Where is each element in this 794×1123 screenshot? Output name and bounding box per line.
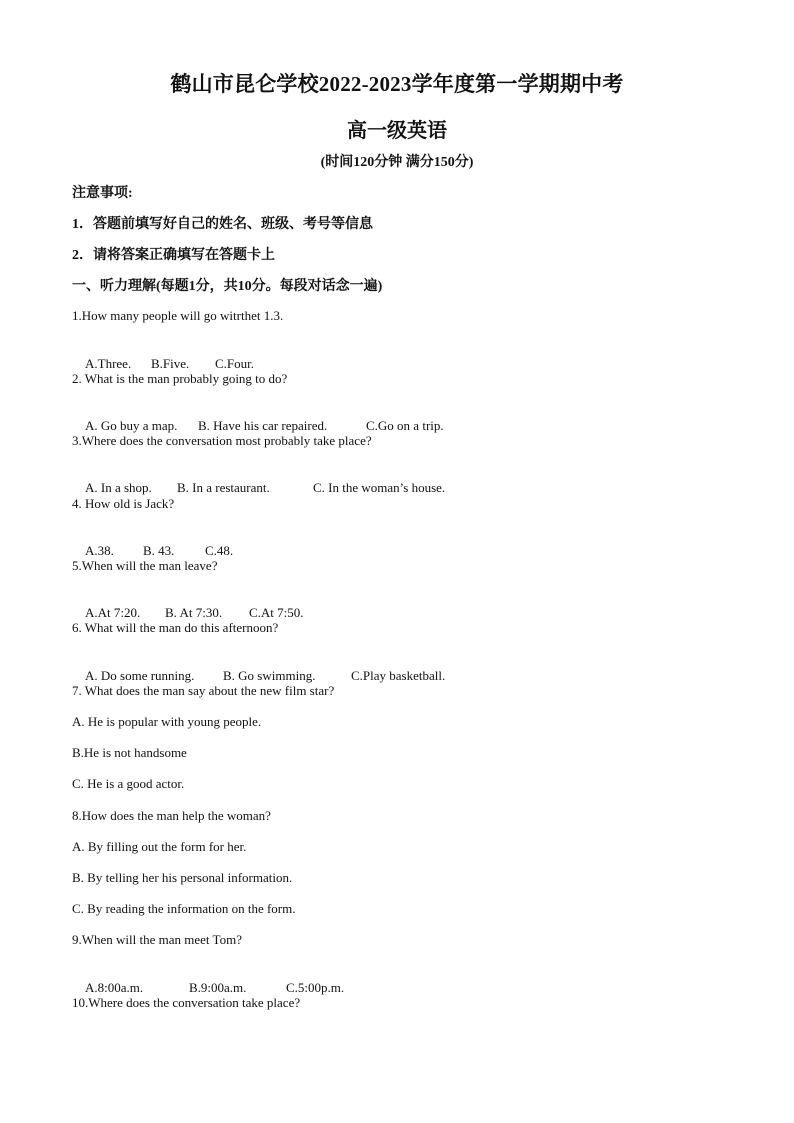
option-b: B. 43. xyxy=(143,543,175,558)
option-c: C. In the woman’s house. xyxy=(313,480,446,495)
question-2: 2. What is the man probably going to do? xyxy=(72,371,288,386)
option-a: A.8:00a.m. xyxy=(85,980,144,995)
option-a: A.38. xyxy=(85,543,114,558)
option-a: A. In a shop. xyxy=(85,480,152,495)
question-1: 1.How many people will go witrthet 1.3. xyxy=(72,308,284,323)
question-3: 3.Where does the conversation most probably take place? xyxy=(72,433,372,448)
exam-time-note: (时间120分钟 满分150分) xyxy=(320,155,474,170)
question-4: 4. How old is Jack? xyxy=(72,496,175,511)
exam-subtitle: 高一级英语 xyxy=(347,120,447,142)
question-10: 10.Where does the conversation take place? xyxy=(72,995,301,1010)
question-7-option-a: A. He is popular with young people. xyxy=(72,714,262,729)
option-a: A. Do some running. xyxy=(85,668,195,683)
notes-heading: 注意事项: xyxy=(72,186,133,201)
option-b: B. Have his car repaired. xyxy=(198,418,328,433)
option-b: B. At 7:30. xyxy=(165,605,223,620)
question-6: 6. What will the man do this afternoon? xyxy=(72,620,279,635)
option-a: A. Go buy a map. xyxy=(85,418,178,433)
exam-title: 鹤山市昆仑学校2022-2023学年度第一学期期中考 xyxy=(170,72,624,96)
question-7-option-c: C. He is a good actor. xyxy=(72,776,185,791)
option-c: C.Four. xyxy=(215,356,255,371)
option-b: B.9:00a.m. xyxy=(189,980,247,995)
question-7-option-b: B.He is not handsome xyxy=(72,745,187,760)
option-b: B. In a restaurant. xyxy=(177,480,270,495)
option-b: B. Go swimming. xyxy=(223,668,316,683)
section-heading: 一、听力理解(每题1分，共10分。每段对话念一遍) xyxy=(72,279,383,294)
option-c: C.48. xyxy=(205,543,234,558)
option-a: A.At 7:20. xyxy=(85,605,141,620)
option-a: A.Three. xyxy=(85,356,132,371)
question-8-option-b: B. By telling her his personal information. xyxy=(72,870,293,885)
option-c: C.At 7:50. xyxy=(249,605,304,620)
option-c: C.Play basketball. xyxy=(351,668,446,683)
option-b: B.Five. xyxy=(151,356,190,371)
notes-item-2: 2．请将答案正确填写在答题卡上 xyxy=(72,248,275,263)
question-5: 5.When will the man leave? xyxy=(72,558,218,573)
question-8-option-a: A. By filling out the form for her. xyxy=(72,839,247,854)
question-8-option-c: C. By reading the information on the form. xyxy=(72,901,296,916)
question-9: 9.When will the man meet Tom? xyxy=(72,932,242,947)
notes-item-1: 1．答题前填写好自己的姓名、班级、考号等信息 xyxy=(72,217,373,232)
question-8: 8.How does the man help the woman? xyxy=(72,808,271,823)
option-c: C.5:00p.m. xyxy=(286,980,345,995)
option-c: C.Go on a trip. xyxy=(366,418,444,433)
question-7: 7. What does the man say about the new film star? xyxy=(72,683,335,698)
